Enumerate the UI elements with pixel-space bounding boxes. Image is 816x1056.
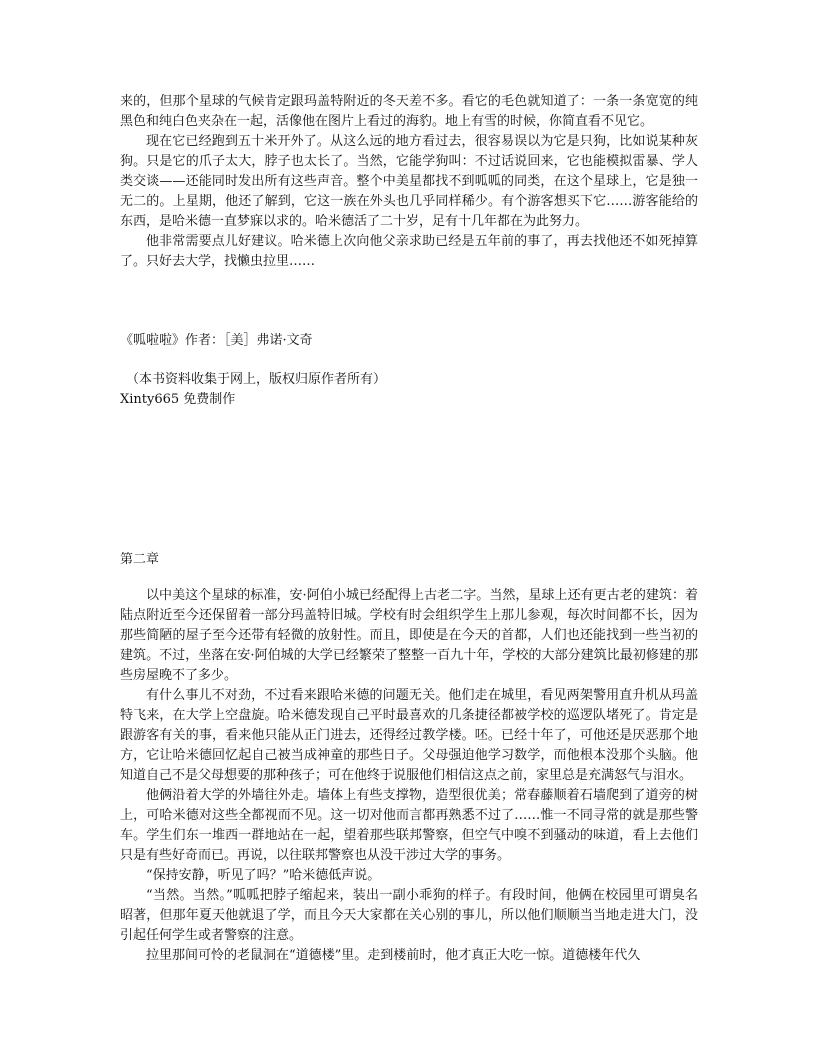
text-section-intro bbox=[120, 92, 698, 272]
paragraph: “当然。当然。”呱呱把脖子缩起来，装出一副小乖狗的样子。有段时间，他俩在校园里可谓臭名昭著，但那年夏天他就退了学，而且今天大家都在关心别的事儿，所以他们顺顺当当地走进大门，没引起任何学生或者警察的注意。 bbox=[120, 888, 698, 943]
paragraph: 他俩沿着大学的外墙往外走。墙体上有些支撑物，造型很优美；常春藤顺着石墙爬到了道旁的树上，可哈米德对这些全都视而不见。这一切对他而言都再熟悉不过了……惟一不同寻常的就是那些警车。学生们东一堆西一群地站在一起，望着那些联邦警察，但空气中嗅不到骚动的味道，看上去他们只是有些好奇而已。再说，以往联邦警察也从没干涉过大学的事务。 bbox=[120, 788, 698, 863]
producer-note: Xinty665 免费制作 bbox=[120, 392, 236, 407]
paragraph: “保持安静，听见了吗？”哈米德低声说。 bbox=[146, 868, 381, 883]
book-title-author: 《呱啦啦》作者：［美］弗诺·文奇 bbox=[120, 333, 313, 348]
copyright-block bbox=[120, 370, 698, 410]
paragraph: 来的，但那个星球的气候肯定跟玛盖特附近的冬天差不多。看它的毛色就知道了：一条一条宽宽的纯黑色和纯白色夹杂在一起，活像他在图片上看过的海豹。地上有雪的时候，你简直看不见它。 bbox=[120, 94, 698, 129]
paragraph: 有什么事儿不对劲，不过看来跟哈米德的问题无关。他们走在城里，看见两架警用直升机从玛盖特飞来，在大学上空盘旋。哈米德发现自己平时最喜欢的几条捷径都被学校的巡逻队堵死了。肯定是跟游客有关的事，看来他只能从正门进去，还得经过教学楼。呸。已经十年了，可他还是厌恶那个地方，它让哈米德回忆起自己被当成神童的那些日子。父母强迫他学习数学，而他根本没那个头脑。他知道自己不是父母想要的那种孩子；可在他终于说服他们相信这点之前，家里总是充满怒气与泪水。 bbox=[120, 688, 698, 783]
book-credit bbox=[120, 331, 698, 351]
paragraph: 拉里那间可怜的老鼠洞在“道德楼”里。走到楼前时，他才真正大吃一惊。道德楼年代久 bbox=[146, 948, 641, 963]
copyright-note: （本书资料收集于网上，版权归原作者所有） bbox=[126, 372, 387, 387]
chapter-heading-block bbox=[120, 550, 698, 570]
paragraph: 他非常需要点儿好建议。哈米德上次向他父亲求助已经是五年前的事了，再去找他还不如死掉算了。只好去大学，找懒虫拉里…… bbox=[120, 234, 698, 269]
paragraph: 以中美这个星球的标准，安·阿伯小城已经配得上古老二字。当然，星球上还有更古老的建筑：着陆点附近至今还保留着一部分玛盖特旧城。学校有时会组织学生上那儿参观，每次时间都不长，因为那些简陋的屋子至今还带有轻微的放射性。而且，即使是在今天的首都，人们也还能找到一些当初的建筑。不过，坐落在安·阿伯城的大学已经繁荣了整整一百九十年，学校的大部分建筑比最初修建的那些房屋晚不了多少。 bbox=[120, 588, 698, 683]
text-section-chapter bbox=[120, 586, 698, 966]
paragraph: 现在它已经跑到五十米开外了。从这么远的地方看过去，很容易误以为它是只狗，比如说某种灰狗。只是它的爪子太大，脖子也太长了。当然，它能学狗叫：不过话说回来，它也能模拟雷暴、学人类交谈——还能同时发出所有这些声音。整个中美星都找不到呱呱的同类，在这个星球上，它是独一无二的。上星期，他还了解到，它这一族在外头也几乎同样稀少。有个游客想买下它……游客能给的东西，是哈米德一直梦寐以求的。哈米德活了二十岁，足有十几年都在为此努力。 bbox=[120, 134, 698, 229]
chapter-title: 第二章 bbox=[120, 552, 160, 567]
